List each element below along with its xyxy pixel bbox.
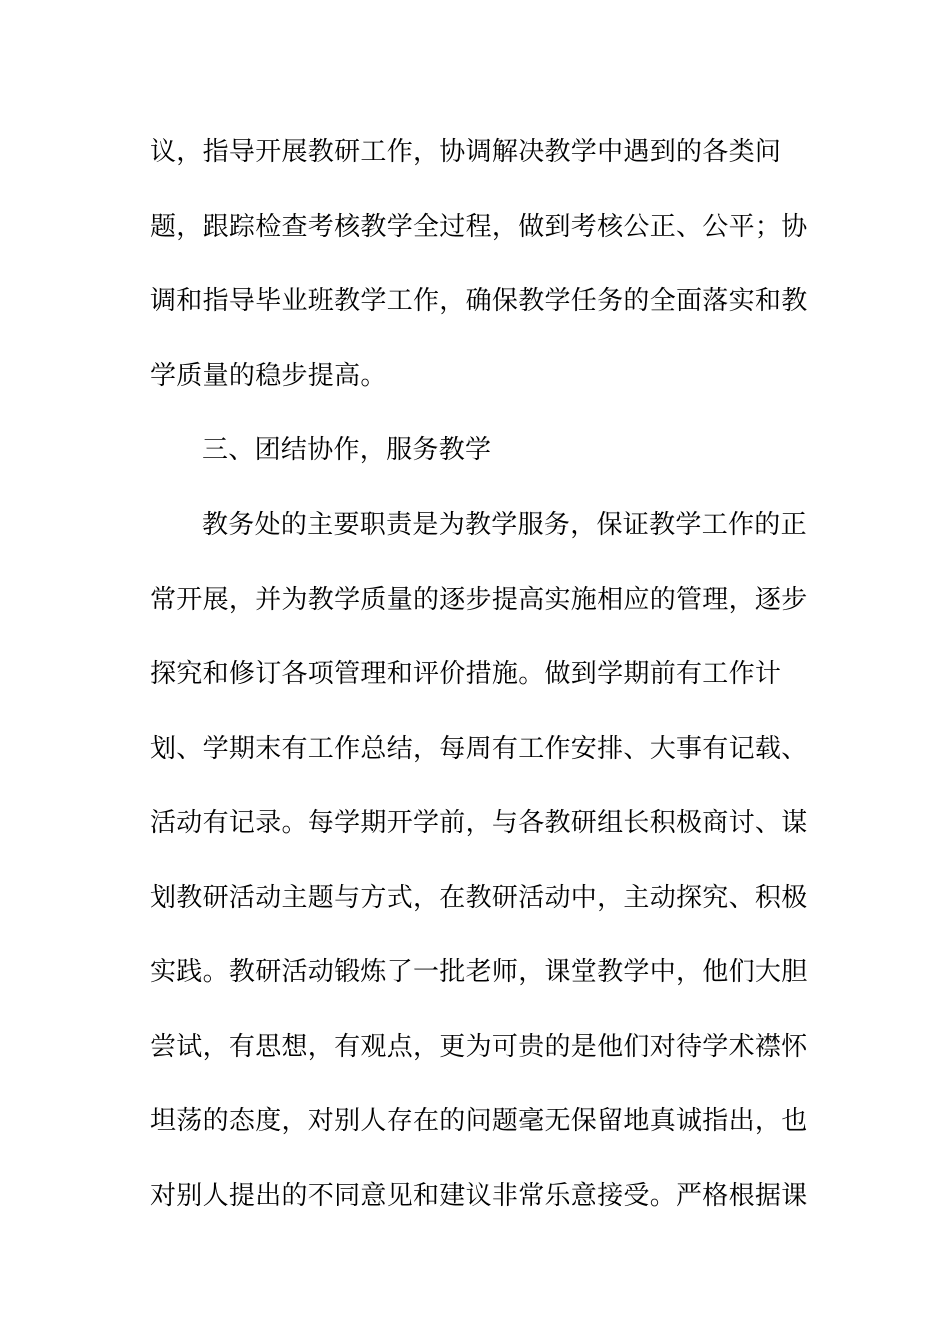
paragraph-line: 常开展，并为教学质量的逐步提高实施相应的管理，逐步 [150,585,808,615]
paragraph-line: 实践。教研活动锻炼了一批老师，课堂教学中，他们大胆 [150,957,808,987]
paragraph-line: 教务处的主要职责是为教学服务，保证教学工作的正 [202,510,807,540]
paragraph-line: 探究和修订各项管理和评价措施。做到学期前有工作计 [150,659,782,689]
paragraph-line: 坦荡的态度，对别人存在的问题毫无保留地真诚指出，也 [150,1106,808,1136]
paragraph-line: 划、学期末有工作总结，每周有工作安排、大事有记载、 [150,734,808,764]
paragraph-line: 尝试，有思想，有观点，更为可贵的是他们对待学术襟怀 [150,1032,808,1062]
paragraph-line: 活动有记录。每学期开学前，与各教研组长积极商讨、谋 [150,808,808,838]
paragraph-line: 题，跟踪检查考核教学全过程，做到考核公正、公平；协 [150,212,808,242]
paragraph-line: 学质量的稳步提高。 [150,361,387,391]
paragraph-line: 对别人提出的不同意见和建议非常乐意接受。严格根据课 [150,1181,808,1211]
paragraph-line: 调和指导毕业班教学工作，确保教学任务的全面落实和教 [150,286,808,316]
paragraph-line: 划教研活动主题与方式，在教研活动中，主动探究、积极 [150,883,808,913]
section-heading: 三、团结协作，服务教学 [202,435,492,465]
paragraph-line: 议，指导开展教研工作，协调解决教学中遇到的各类问 [150,137,782,167]
